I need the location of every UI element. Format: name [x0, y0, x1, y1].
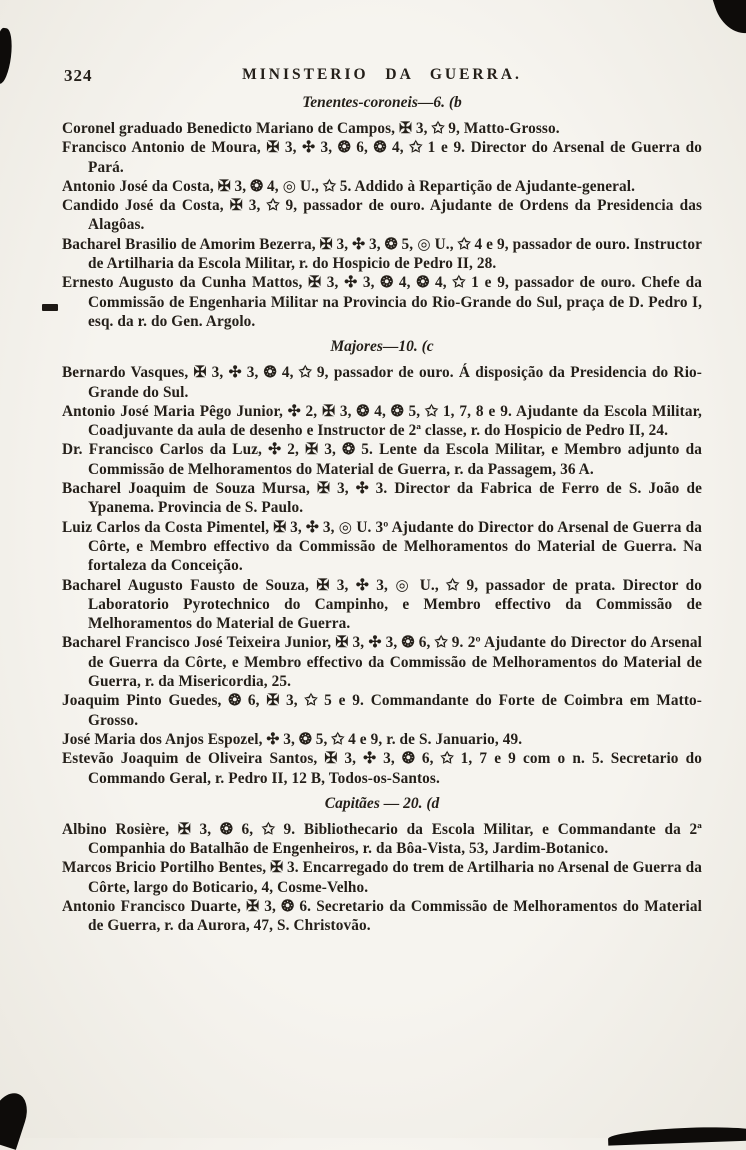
officer-entry: Marcos Bricio Portilho Bentes, ✠ 3. Encarregado do trem de Artilharia no Arsenal de Guerra da Côrte, largo do Boticario, 4, Cosme-Velho.	[62, 859, 702, 896]
officer-entry: Bernardo Vasques, ✠ 3, ✣ 3, ❂ 4, ✩ 9, passador de ouro. Á disposição da Presidencia do Rio-Grande do Sul.	[62, 364, 702, 401]
officer-entry: Antonio José da Costa, ✠ 3, ❂ 4, ◎ U., ✩ 5. Addido à Repartição de Ajudante-general.	[62, 177, 636, 195]
scan-artifact-left-margin	[42, 304, 58, 311]
section-heading: Tenentes-coroneis—6. (b	[302, 94, 462, 111]
officer-entry: Francisco Antonio de Moura, ✠ 3, ✣ 3, ❂ 6, ❂ 4, ✩ 1 e 9. Director do Arsenal de Guerra do Pará.	[62, 139, 702, 176]
officer-entry: Bacharel Brasilio de Amorim Bezerra, ✠ 3, ✣ 3, ❂ 5, ◎ U., ✩ 4 e 9, passador de ouro. Instructor de Artilharia da Escola Militar, r. do Hospicio de Pedro II, 28.	[62, 235, 702, 273]
officer-entry: Joaquim Pinto Guedes, ❂ 6, ✠ 3, ✩ 5 e 9. Commandante do Forte de Coimbra em Matto-Grosso.	[62, 692, 702, 729]
scan-artifact-bottom-right	[608, 1125, 746, 1145]
scan-artifact-top-left	[0, 27, 14, 85]
book-page	[62, 66, 702, 936]
officer-entry: Coronel graduado Benedicto Mariano de Campos, ✠ 3, ✩ 9, Matto-Grosso.	[62, 120, 560, 137]
officer-entry: Antonio José Maria Pêgo Junior, ✣ 2, ✠ 3, ❂ 4, ❂ 5, ✩ 1, 7, 8 e 9. Ajudante da Escola Militar, Coadjuvante da aula de desenho e Instructor de 2ª classe, r. do Hospicio de Pedro II, 24.	[62, 402, 702, 440]
officer-entry: José Maria dos Anjos Espozel, ✣ 3, ❂ 5, ✩ 4 e 9, r. de S. Januario, 49.	[62, 730, 523, 748]
scan-artifact-bottom-left	[0, 1088, 33, 1150]
page-header	[62, 66, 702, 84]
officer-entry: Antonio Francisco Duarte, ✠ 3, ❂ 6. Secretario da Commissão de Melhoramentos do Material de Guerra, r. da Aurora, 47, S. Christovão.	[62, 897, 702, 935]
officer-entry: Ernesto Augusto da Cunha Mattos, ✠ 3, ✣ 3, ❂ 4, ❂ 4, ✩ 1 e 9, passador de ouro. Chefe da Commissão de Engenharia Militar na Provincia do Rio-Grande do Sul, praça de D. Pedro I, esq. da r. do Gen. Argolo.	[62, 274, 702, 330]
scan-artifact-top-right	[712, 0, 746, 40]
page-number: 324	[64, 66, 93, 85]
officer-entry: Dr. Francisco Carlos da Luz, ✣ 2, ✠ 3, ❂ 5. Lente da Escola Militar, e Membro adjunto da Commissão de Melhoramentos do Material de Guerra, r. da Passagem, 36 A.	[62, 441, 702, 478]
officer-entry: Bacharel Augusto Fausto de Souza, ✠ 3, ✣ 3, ◎ U., ✩ 9, passador de prata. Director do Laboratorio Pyrotechnico do Campinho, e Membro effectivo da Commissão de Melhoramentos do Material de Guerra.	[62, 576, 702, 633]
section-heading: Majores—10. (c	[330, 338, 434, 356]
officer-entry: Candido José da Costa, ✠ 3, ✩ 9, passador de ouro. Ajudante de Ordens da Presidencia das Alagôas.	[62, 197, 702, 234]
officer-entry: Bacharel Francisco José Teixeira Junior, ✠ 3, ✣ 3, ❂ 6, ✩ 9. 2º Ajudante do Director do Arsenal de Guerra da Côrte, e Membro effectivo da Commissão de Melhoramentos do Material de Guerra, r. da Misericordia, 25.	[62, 634, 702, 691]
officer-entry: Albino Rosière, ✠ 3, ❂ 6, ✩ 9. Bibliothecario da Escola Militar, e Commandante da 2ª Companhia do Batalhão de Engenheiros, r. da Bôa-Vista, 53, Jardim-Botanico.	[62, 820, 702, 858]
sections-container	[62, 94, 702, 936]
page-title: MINISTERIO DA GUERRA.	[242, 66, 522, 83]
section-heading: Capitães — 20. (d	[324, 794, 440, 812]
officer-entry: Luiz Carlos da Costa Pimentel, ✠ 3, ✣ 3, ◎ U. 3º Ajudante do Director do Arsenal de Guerra da Côrte, e Membro effectivo da Commissão de Melhoramentos do Material de Guerra. Na fortaleza da Conceição.	[62, 518, 702, 575]
officer-entry: Estevão Joaquim de Oliveira Santos, ✠ 3, ✣ 3, ❂ 6, ✩ 1, 7 e 9 com o n. 5. Secretario do Commando Geral, r. Pedro II, 12 B, Todos-os-Santos.	[62, 750, 702, 787]
officer-entry: Bacharel Joaquim de Souza Mursa, ✠ 3, ✣ 3. Director da Fabrica de Ferro de S. João de Ypanema. Provincia de S. Paulo.	[62, 480, 702, 517]
